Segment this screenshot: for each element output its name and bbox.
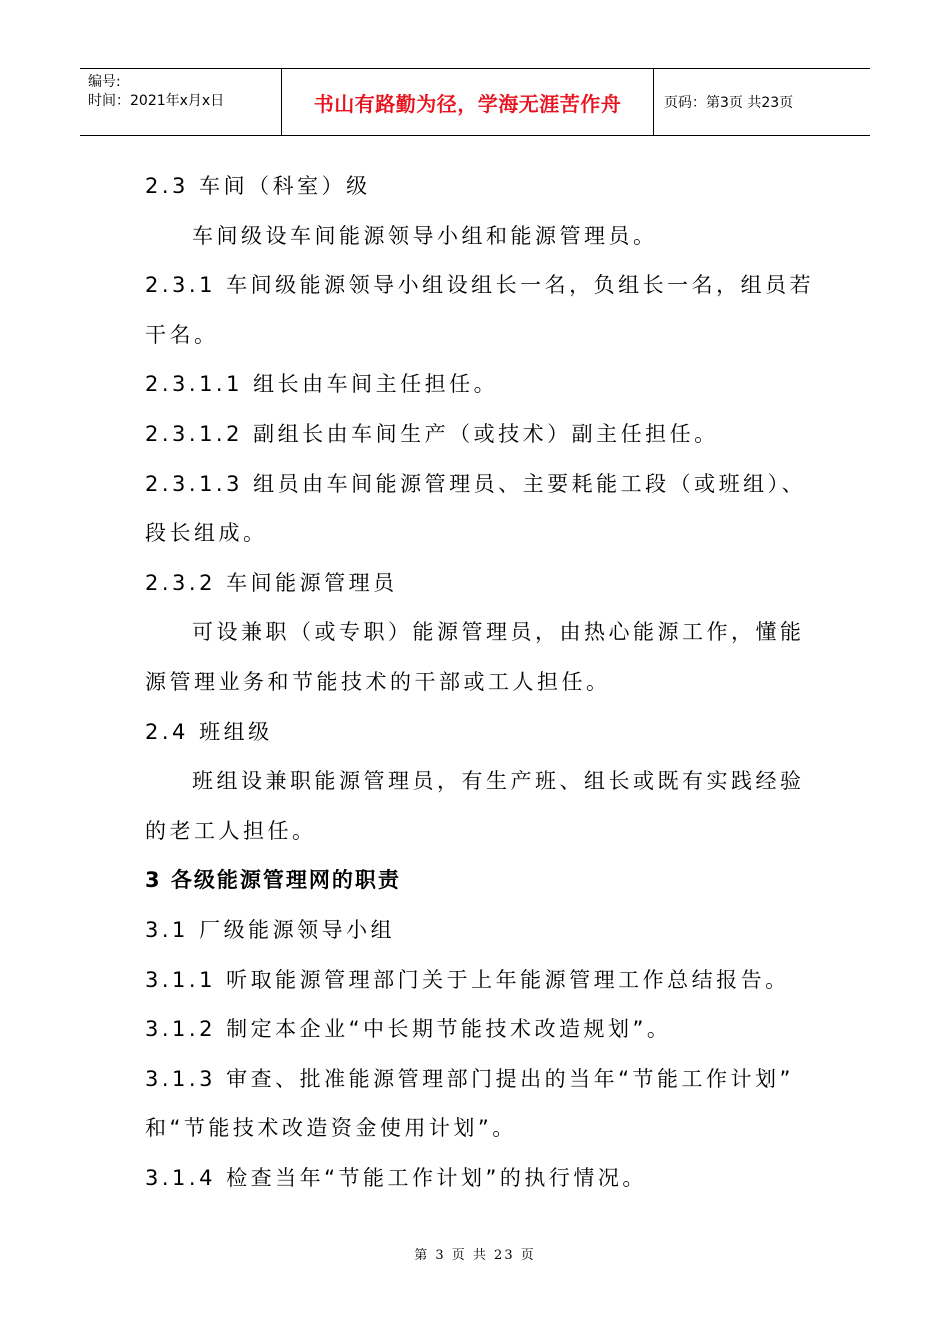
paragraph-line: 可设兼职（或专职）能源管理员，由热心能源工作，懂能: [192, 620, 805, 645]
header-page-info: 页码：第3页 共23页: [664, 95, 794, 111]
clause-2-3-1: 2.3.1 车间级能源领导小组设组长一名，负组长一名，组员若: [145, 273, 815, 298]
header-page-cell: [654, 69, 870, 135]
paragraph-line: 班组设兼职能源管理员，有生产班、组长或既有实践经验: [192, 769, 805, 794]
document-time-label: 时间：2021年x月x日: [88, 93, 225, 109]
chapter-heading-3: 3 各级能源管理网的职责: [145, 868, 401, 893]
header-motto: 书山有路勤为径，学海无涯苦作舟: [313, 91, 622, 116]
clause-3-1-1: 3.1.1 听取能源管理部门关于上年能源管理工作总结报告。: [145, 967, 790, 992]
paragraph-line: 段长组成。: [145, 521, 268, 546]
page-footer: [0, 1244, 950, 1263]
paragraph-line: 的老工人担任。: [145, 818, 317, 843]
clause-3-1-3: 3.1.3 审查、批准能源管理部门提出的当年“节能工作计划”: [145, 1066, 794, 1091]
header-meta: [80, 69, 282, 135]
section-heading-3-1: 3.1 厂级能源领导小组: [145, 917, 396, 942]
paragraph-line: 和“节能技术改造资金使用计划”。: [145, 1116, 517, 1141]
document-number-label: 编号:: [88, 74, 121, 90]
paragraph-line: 车间级设车间能源领导小组和能源管理员。: [192, 223, 658, 248]
page-header: [80, 68, 870, 136]
paragraph-line: 源管理业务和节能技术的干部或工人担任。: [145, 669, 611, 694]
clause-3-1-2: 3.1.2 制定本企业“中长期节能技术改造规划”。: [145, 1017, 672, 1042]
clause-2-3-2: 2.3.2 车间能源管理员: [145, 570, 398, 595]
clause-2-3-1-2: 2.3.1.2 副组长由车间生产（或技术）副主任担任。: [145, 421, 719, 446]
clause-3-1-4: 3.1.4 检查当年“节能工作计划”的执行情况。: [145, 1165, 647, 1190]
section-heading-2-3: 2.3 车间（科室）级: [145, 174, 371, 198]
footer-page-number: 第 3 页 共 23 页: [414, 1248, 536, 1263]
section-heading-2-4: 2.4 班组级: [145, 719, 273, 744]
header-motto-cell: [282, 69, 654, 135]
clause-2-3-1-1: 2.3.1.1 组长由车间主任担任。: [145, 372, 499, 397]
clause-2-3-1-3: 2.3.1.3 组员由车间能源管理员、主要耗能工段（或班组）、: [145, 471, 807, 496]
paragraph-line: 干名。: [145, 322, 219, 347]
document-body: [145, 166, 815, 1207]
